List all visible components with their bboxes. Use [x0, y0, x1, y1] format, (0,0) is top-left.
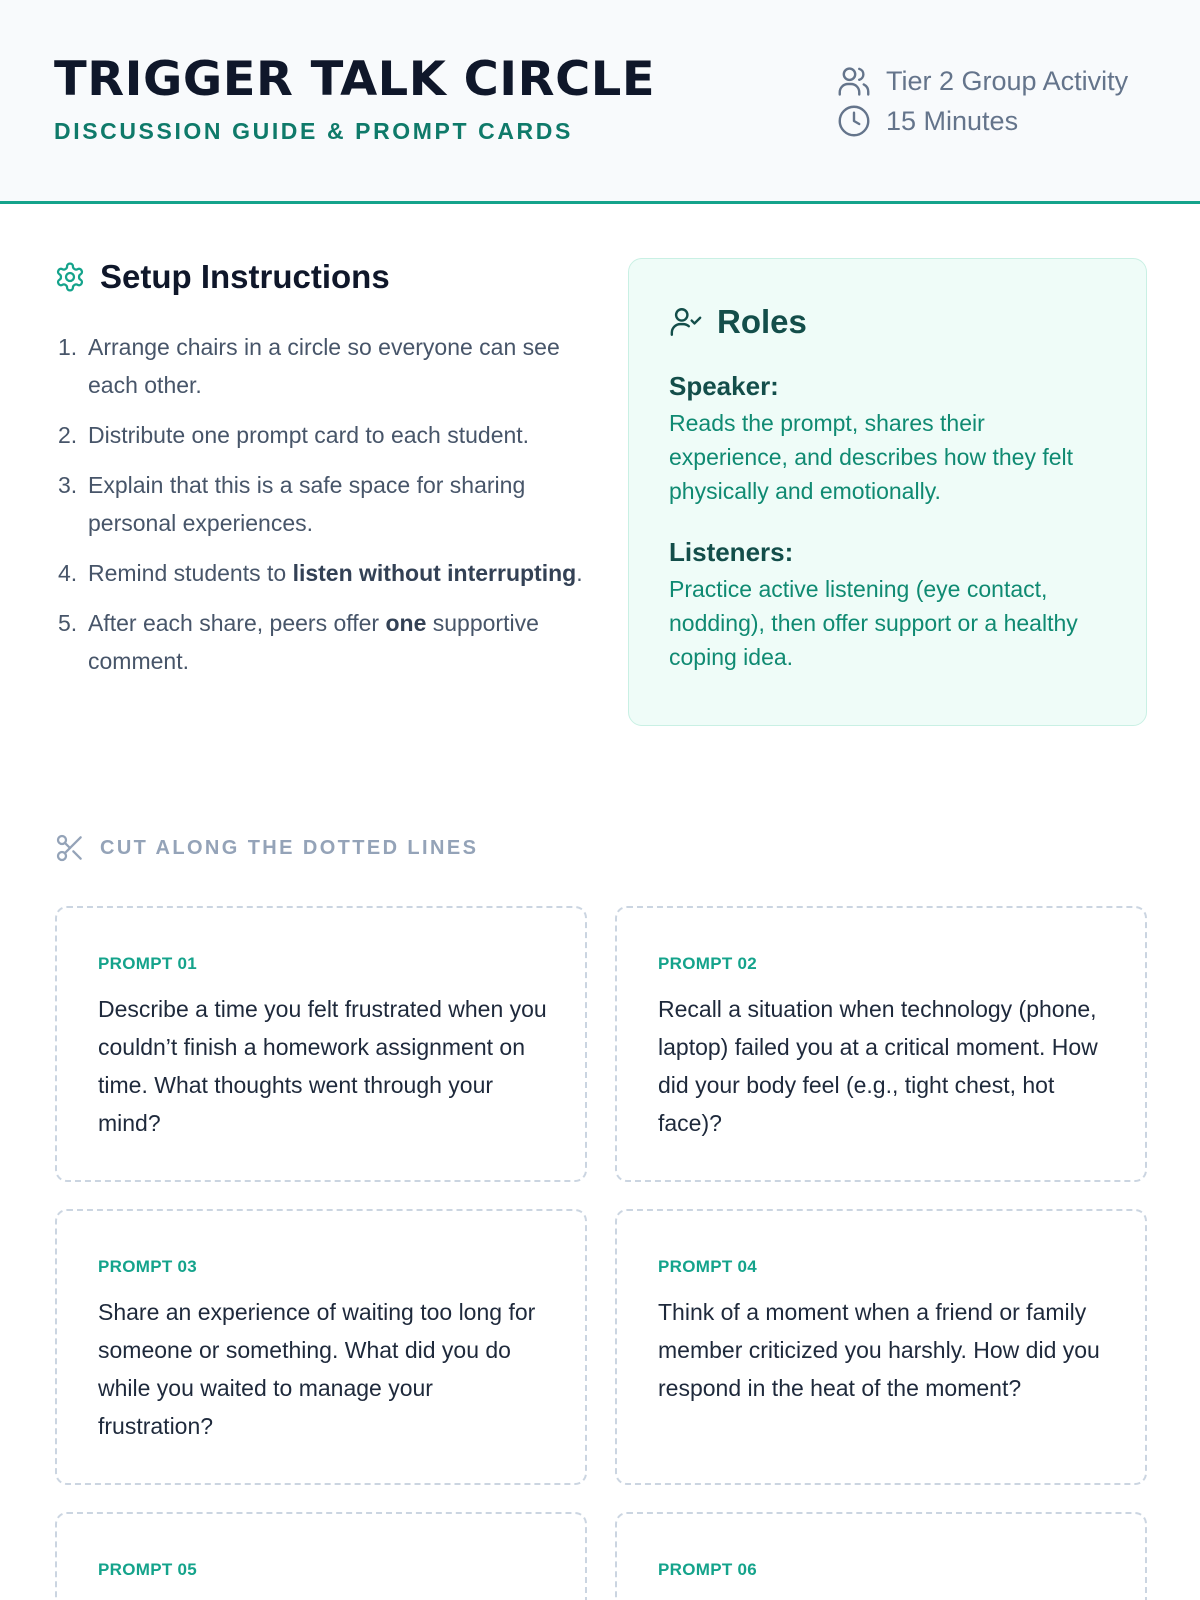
prompt-text: Describe a time you felt frustrated when you couldn’t finish a homework assignment on time. What thoughts went through your mind?	[98, 996, 547, 1136]
prompt-label: PROMPT 06	[658, 1560, 758, 1579]
roles-heading	[669, 303, 807, 341]
cut-instruction	[54, 832, 478, 864]
speaker-role-name: Speaker:	[669, 371, 779, 401]
setup-heading	[54, 258, 390, 296]
roles-title: Roles	[717, 303, 807, 340]
scissors-icon	[54, 832, 86, 864]
prompt-label: PROMPT 01	[98, 954, 198, 973]
prompt-label: PROMPT 03	[98, 1257, 198, 1276]
meta-activity-text: Tier 2 Group Activity	[886, 65, 1129, 96]
page-title: TRIGGER TALK CIRCLE	[54, 52, 656, 107]
prompt-text: Recall a situation when technology (phone, laptop) failed you at a critical moment. How did your body feel (e.g., tight chest, hot face)?	[658, 996, 1098, 1136]
speaker-role-desc: Reads the prompt, shares their experience, and describes how they felt physically and emotionally.	[669, 410, 1074, 504]
prompt-card	[55, 1209, 587, 1485]
roles-card	[628, 258, 1147, 726]
page-subtitle: DISCUSSION GUIDE & PROMPT CARDS	[54, 118, 573, 144]
setup-step: 4. Remind students to listen without interrupting.	[58, 560, 583, 586]
user-check-icon	[669, 305, 703, 339]
prompt-label: PROMPT 02	[658, 954, 758, 973]
prompt-text: Think of a moment when a friend or family member criticized you harshly. How did you respond in the heat of the moment?	[658, 1299, 1100, 1401]
setup-steps-list	[58, 328, 588, 692]
prompt-label: PROMPT 05	[98, 1560, 198, 1579]
setup-step: 5. After each share, peers offer one supportive comment.	[58, 610, 539, 674]
setup-step: 1. Arrange chairs in a circle so everyone can see each other.	[58, 334, 560, 398]
cut-instruction-text: CUT ALONG THE DOTTED LINES	[100, 836, 479, 859]
setup-title: Setup Instructions	[100, 258, 390, 295]
users-icon	[836, 63, 872, 99]
prompt-card	[615, 1512, 1147, 1600]
prompt-card	[55, 906, 587, 1182]
listeners-role-desc: Practice active listening (eye contact, nodding), then offer support or a healthy coping idea.	[669, 576, 1078, 670]
prompt-card	[615, 1209, 1147, 1485]
meta-duration	[836, 101, 1018, 141]
meta-duration-text: 15 Minutes	[886, 105, 1019, 136]
listeners-role-name: Listeners:	[669, 537, 794, 567]
prompt-card	[615, 906, 1147, 1182]
clock-icon	[836, 103, 872, 139]
setup-step: 3. Explain that this is a safe space for sharing personal experiences.	[58, 472, 526, 536]
page-header	[0, 0, 1200, 204]
meta-activity-type	[836, 61, 1128, 101]
prompt-label: PROMPT 04	[658, 1257, 758, 1276]
prompt-text: Share an experience of waiting too long for someone or something. What did you do while you waited to manage your frustration?	[98, 1299, 536, 1439]
prompt-card	[55, 1512, 587, 1600]
setup-step: 2. Distribute one prompt card to each student.	[58, 422, 530, 448]
gear-icon	[54, 261, 86, 293]
